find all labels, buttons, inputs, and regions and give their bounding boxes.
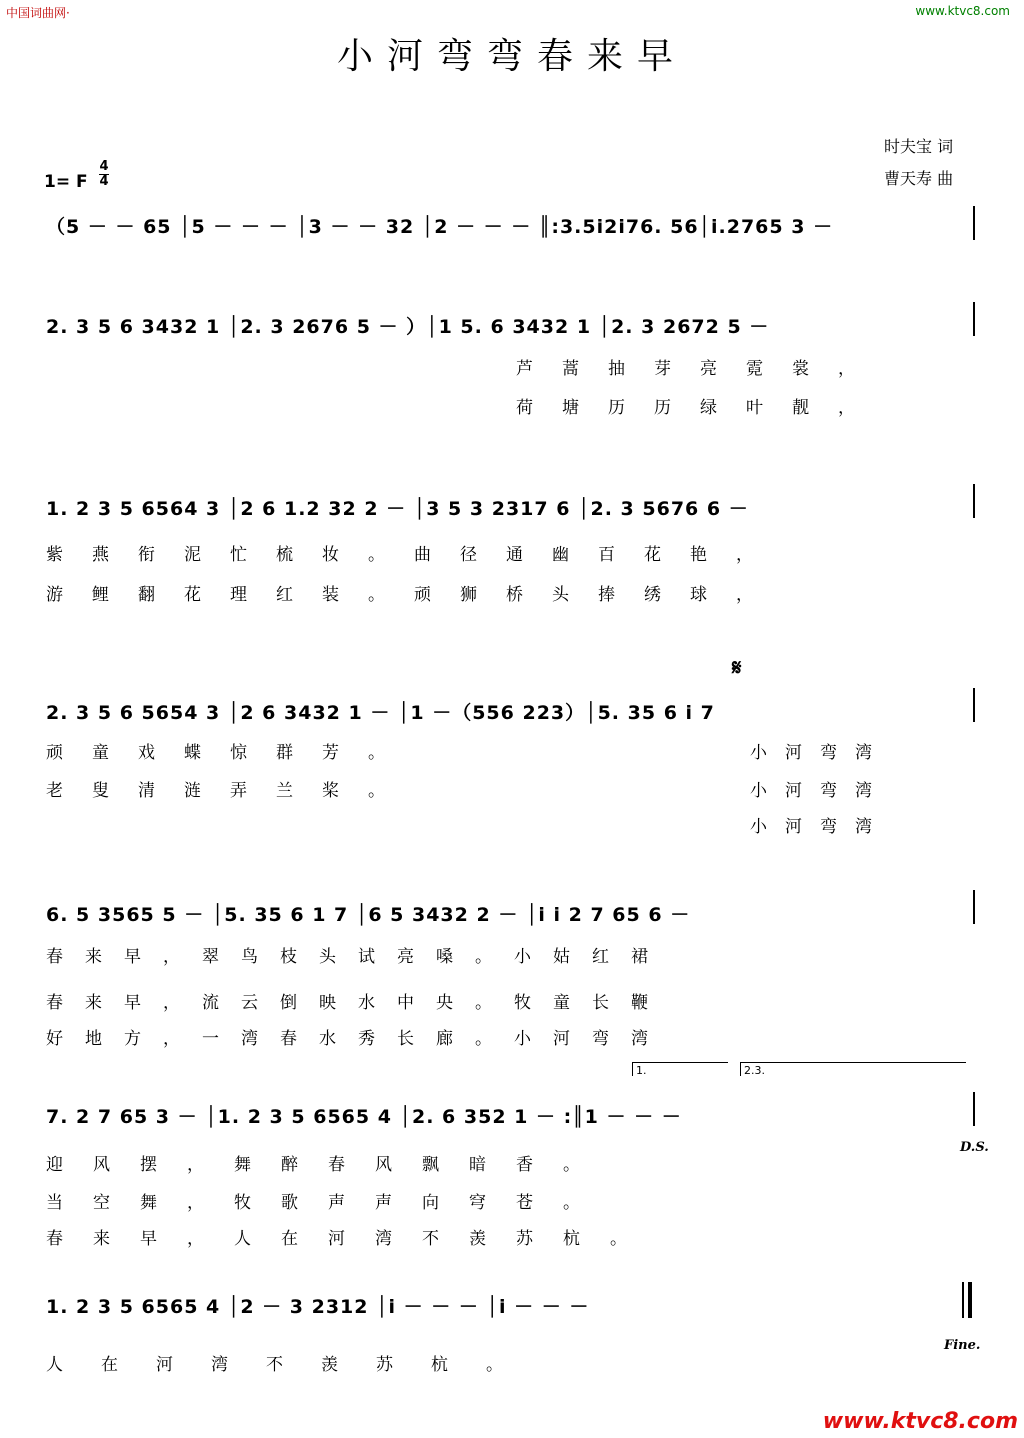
system-6-notes: 7. 2 7 65 3 － │1. 2 3 5 6565 4 │2. 6 352 1 － :║1 － － － (46, 1106, 682, 1128)
system-5-lyrics-verse-2: 春来早，流云倒映水中央。牧童长鞭 (46, 993, 670, 1013)
system-5-end-bar (973, 890, 975, 924)
system-3-end-bar (973, 484, 975, 518)
system-2-end-bar (973, 302, 975, 336)
time-signature-top: 4 (99, 159, 109, 174)
system-6-lyrics-verse-3: 春来早，人在河湾不羡苏杭。 (46, 1229, 657, 1249)
system-1-notes: （5 － － 65 │5 － － － │3 － － 32 │2 － － － ║:3.5i2i76. 56│i.2765 3 － (46, 216, 834, 238)
system-3-lyrics-verse-2: 游鲤翻花理红装。顽狮桥头捧绣球， (46, 585, 782, 605)
site-url-right[interactable]: www.ktvc8.com (915, 4, 1010, 18)
lyricist-credit: 时夫宝 词 (884, 137, 954, 156)
system-7-lyrics: 人在河湾不羡苏杭。 (46, 1355, 541, 1375)
system-6-lyrics-verse-1: 迎风摆，舞醉春风飘暗香。 (46, 1155, 610, 1175)
system-5-lyrics-verse-3: 好地方，一湾春水秀长廊。小河弯湾 (46, 1029, 670, 1049)
final-bar-thin (962, 1282, 964, 1318)
composer-credit: 曹天寿 曲 (884, 169, 954, 188)
key-signature: 1= F (44, 172, 88, 192)
volta-second-ending: 2.3. (740, 1062, 966, 1076)
system-3-lyrics-verse-1: 紫燕衔泥忙梳妆。曲径通幽百花艳， (46, 545, 782, 565)
system-7-notes: 1. 2 3 5 6565 4 │2 － 3 2312 │i － － － │i － － － (46, 1296, 590, 1318)
site-name-left: 中国词曲网· (6, 6, 70, 20)
song-title: 小河弯弯春来早 (336, 36, 687, 77)
system-4-end-bar (973, 688, 975, 722)
system-1-end-bar (973, 206, 975, 240)
fine-mark: Fine. (944, 1338, 981, 1353)
system-4-lyrics-verse-1: 顽童戏蝶惊群芳。 (46, 743, 414, 763)
volta-first-ending: 1. (632, 1062, 728, 1076)
segno-sign: 𝄋 (732, 656, 742, 681)
system-6-end-bar (973, 1092, 975, 1126)
time-signature (99, 160, 109, 189)
system-4-lyrics-right-3: 小河弯湾 (750, 817, 890, 837)
dal-segno-mark: D.S. (960, 1140, 989, 1155)
system-5-notes: 6. 5 3565 5 － │5. 35 6 1 7 │6 5 3432 2 － │i i 2 7 65 6 － (46, 904, 691, 926)
system-2-notes: 2. 3 5 6 3432 1 │2. 3 2676 5 － ）│1 5. 6 3432 1 │2. 3 2672 5 － (46, 316, 770, 338)
watermark-url: www.ktvc8.com (822, 1409, 1018, 1434)
system-3-notes: 1. 2 3 5 6564 3 │2 6 1.2 32 2 － │3 5 3 2317 6 │2. 3 5676 6 － (46, 498, 749, 520)
system-2-lyrics-verse-1: 芦蒿抽芽亮霓裳， (516, 359, 884, 379)
system-6-lyrics-verse-2: 当空舞，牧歌声声向穹苍。 (46, 1193, 610, 1213)
system-2-lyrics-verse-2: 荷塘历历绿叶靓， (516, 398, 884, 418)
system-4-notes: 2. 3 5 6 5654 3 │2 6 3432 1 － │1 －（556 223）│5. 35 6 i 7 (46, 702, 715, 724)
final-bar-thick (968, 1282, 972, 1318)
time-signature-bottom: 4 (99, 174, 109, 189)
system-4-lyrics-right-2: 小河弯湾 (750, 781, 890, 801)
system-4-lyrics-right-1: 小河弯湾 (750, 743, 890, 763)
system-4-lyrics-verse-2: 老叟清涟弄兰桨。 (46, 781, 414, 801)
system-5-lyrics-verse-1: 春来早，翠鸟枝头试亮嗓。小姑红裙 (46, 947, 670, 967)
